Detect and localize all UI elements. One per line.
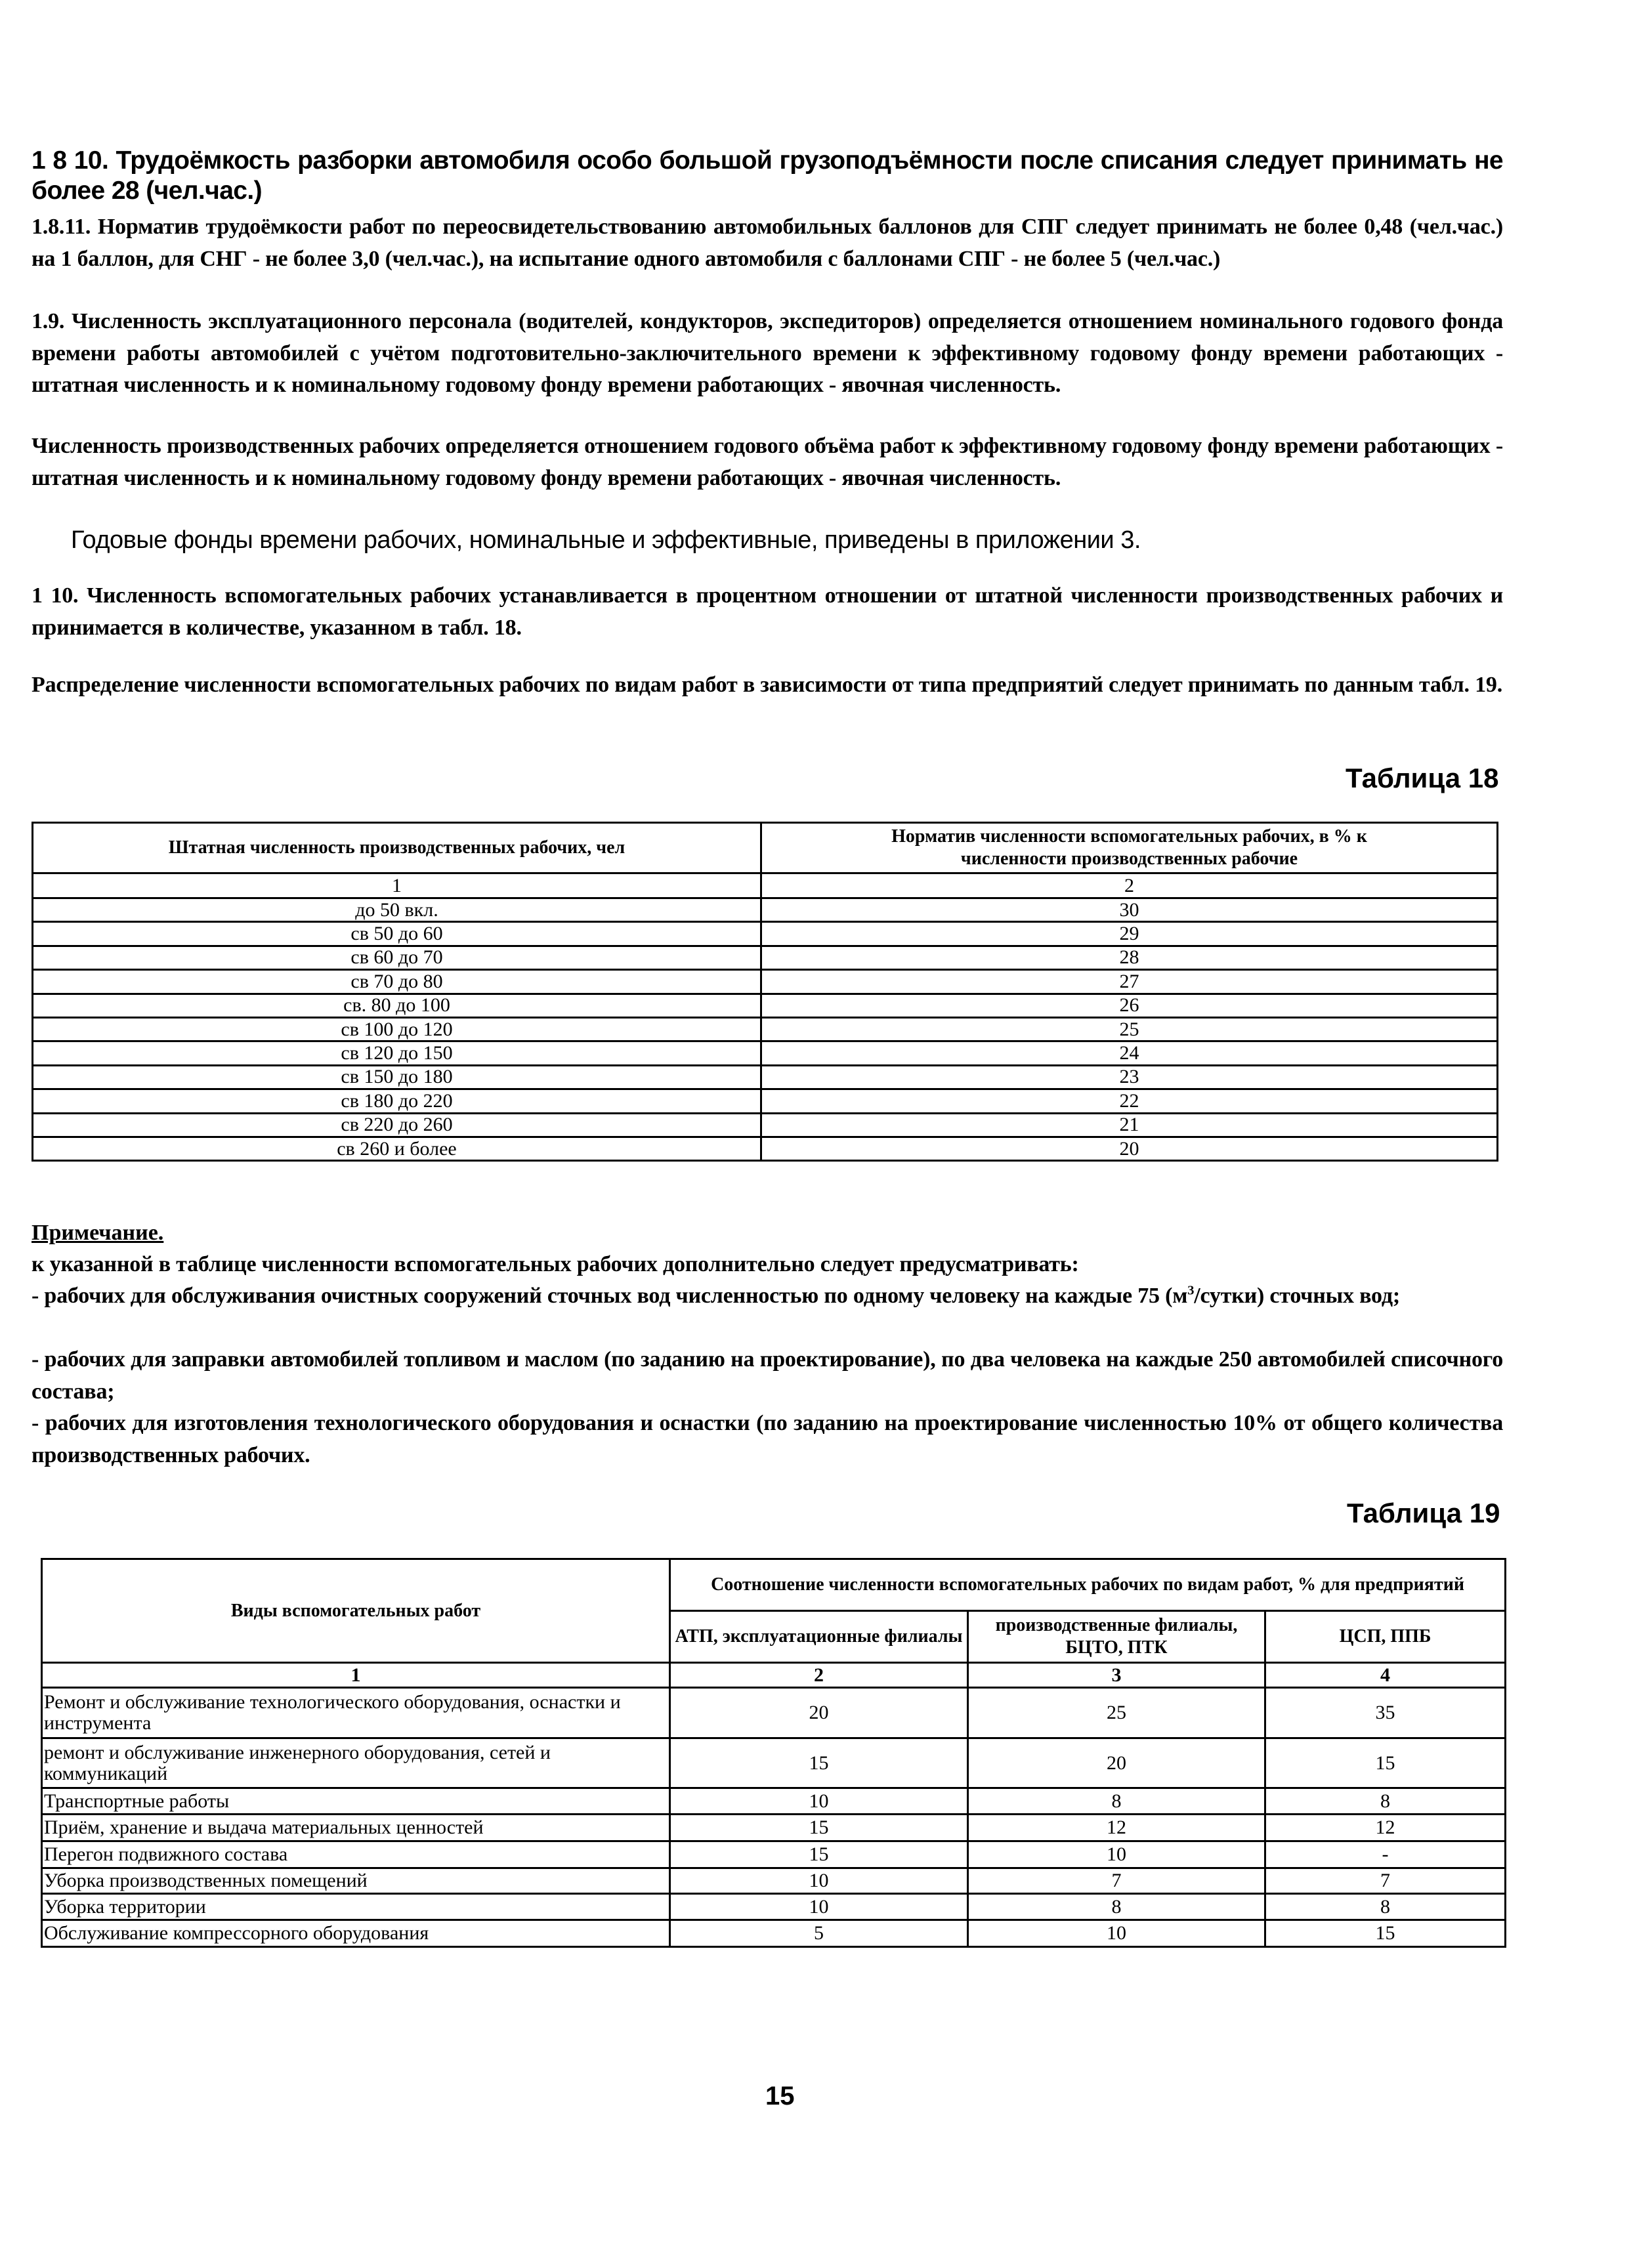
table-18-cell-staff-range: св 120 до 150 — [33, 1041, 761, 1065]
table-19-row — [42, 1738, 1506, 1788]
table-18-row — [33, 1065, 1498, 1089]
table-19-colnum: 1 — [42, 1663, 670, 1688]
table-18-cell-staff-range: св 180 до 220 — [33, 1089, 761, 1113]
table-19-header-group: Соотношение численности вспомогательных рабочих по видам работ, % для предприятий — [670, 1559, 1506, 1611]
table-18-row — [33, 922, 1498, 946]
table-19-cell-tssp: 15 — [1265, 1738, 1506, 1788]
table-19-caption: Таблица 19 — [1347, 1498, 1500, 1528]
table-18-cell-norm-percent: 20 — [761, 1137, 1498, 1160]
table-19-cell-tssp: 8 — [1265, 1788, 1506, 1815]
note-item-1-after: /сутки) сточных вод; — [1194, 1284, 1400, 1308]
table-19-colnum: 4 — [1265, 1663, 1506, 1688]
table-18-cell-staff-range: св 150 до 180 — [33, 1065, 761, 1089]
table-19-cell-work-type: Уборка территории — [42, 1894, 670, 1920]
table-18-cell-staff-range: св 50 до 60 — [33, 922, 761, 946]
table-19-header-work-types: Виды вспомогательных работ — [42, 1559, 670, 1663]
table-19-cell-work-type: ремонт и обслуживание инженерного оборудования, сетей и коммуникаций — [42, 1738, 670, 1788]
table-19-cell-tssp: 35 — [1265, 1688, 1506, 1738]
table-19-row — [42, 1688, 1506, 1738]
note-item-3: - рабочих для изготовления технологического оборудования и оснастки (по заданию на проектирование численностью 10% от общего количества производственных рабочих. — [32, 1411, 1503, 1467]
table-19-header-atp: АТП, эксплуатационные филиалы — [670, 1611, 968, 1663]
table-18-row — [33, 898, 1498, 922]
table-19-cell-tssp: 15 — [1265, 1920, 1506, 1947]
table-18-row — [33, 1041, 1498, 1065]
table-18-cell-norm-percent: 29 — [761, 922, 1498, 946]
table-18-row — [33, 970, 1498, 994]
paragraph-distribution: Распределение численности вспомогательных рабочих по видам работ в зависимости от типа предприятий следует принимать по данным табл. 19. — [32, 673, 1502, 697]
table-18-row — [33, 1017, 1498, 1041]
note-intro: к указанной в таблице численности вспомогательных рабочих дополнительно следует предусматривать: — [32, 1252, 1079, 1276]
table-19-header-production-branches: производственные филиалы, БЦТО, ПТК — [968, 1611, 1265, 1663]
note-item-1-sup: 3 — [1187, 1283, 1195, 1298]
table-18-row — [33, 946, 1498, 969]
table-19-cell-production-branches: 8 — [968, 1788, 1265, 1815]
table-19-cell-tssp: 12 — [1265, 1815, 1506, 1841]
note-label — [32, 1217, 163, 1249]
table-19-cell-production-branches: 20 — [968, 1738, 1265, 1788]
table-18-row — [33, 1089, 1498, 1113]
table-18-cell-norm-percent: 27 — [761, 970, 1498, 994]
page-number: 15 — [765, 2082, 795, 2110]
table-18-cell-norm-percent: 26 — [761, 994, 1498, 1017]
table-19-row — [42, 1841, 1506, 1868]
table-19-row — [42, 1868, 1506, 1894]
table-19-cell-work-type: Уборка производственных помещений — [42, 1868, 670, 1894]
table-18 — [32, 822, 1498, 1162]
table-19-cell-atp: 10 — [670, 1788, 968, 1815]
table-18-row — [33, 1113, 1498, 1137]
table-19-colnum: 3 — [968, 1663, 1265, 1688]
table-19-cell-production-branches: 25 — [968, 1688, 1265, 1738]
table-18-cell-norm-percent: 23 — [761, 1065, 1498, 1089]
note-item-2: - рабочих для заправки автомобилей топливом и маслом (по заданию на проектирование), по два человека на каждые 250 автомобилей списочного состава; — [32, 1347, 1503, 1404]
paragraph-1-10: 1 10. Численность вспомогательных рабочих устанавливается в процентном отношении от штатной численности производственных рабочих и принимается в количестве, указанном в табл. 18. — [32, 583, 1503, 640]
table-19-cell-production-branches: 7 — [968, 1868, 1265, 1894]
table-18-cell-staff-range: до 50 вкл. — [33, 898, 761, 922]
table-19-header-row-1 — [42, 1559, 1506, 1611]
table-18-cell-norm-percent: 21 — [761, 1113, 1498, 1137]
table-19-cell-atp: 15 — [670, 1841, 968, 1868]
table-18-cell-norm-percent: 28 — [761, 946, 1498, 969]
table-19-cell-atp: 10 — [670, 1894, 968, 1920]
table-18-header-norm: Норматив численности вспомогательных рабочих, в % к численности производственных рабочие — [761, 823, 1498, 873]
table-18-cell-staff-range: св 260 и более — [33, 1137, 761, 1160]
table-19-cell-atp: 10 — [670, 1868, 968, 1894]
table-18-cell-norm-percent: 24 — [761, 1041, 1498, 1065]
table-18-column-numbers — [33, 873, 1498, 898]
table-19-cell-atp: 15 — [670, 1815, 968, 1841]
table-19-cell-atp: 15 — [670, 1738, 968, 1788]
table-19-cell-production-branches: 10 — [968, 1920, 1265, 1947]
table-19-cell-atp: 5 — [670, 1920, 968, 1947]
table-18-cell-staff-range: св 100 до 120 — [33, 1017, 761, 1041]
table-19-cell-production-branches: 12 — [968, 1815, 1265, 1841]
table-19-row — [42, 1894, 1506, 1920]
paragraph-1-8-10: 1 8 10. Трудоёмкость разборки автомобиля особо большой грузоподъёмности после списания следует принимать не более 28 (чел.час.) — [32, 146, 1503, 205]
table-18-row — [33, 994, 1498, 1017]
table-19-cell-work-type: Перегон подвижного состава — [42, 1841, 670, 1868]
table-18-cell-norm-percent: 30 — [761, 898, 1498, 922]
table-19-cell-work-type: Транспортные работы — [42, 1788, 670, 1815]
table-19-cell-production-branches: 8 — [968, 1894, 1265, 1920]
table-18-cell-staff-range: св 70 до 80 — [33, 970, 761, 994]
table-19-cell-production-branches: 10 — [968, 1841, 1265, 1868]
table-19-cell-tssp: - — [1265, 1841, 1506, 1868]
paragraph-annual-funds: Годовые фонды времени рабочих, номинальные и эффективные, приведены в приложении 3. — [71, 526, 1141, 554]
table-19 — [41, 1558, 1506, 1948]
table-18-cell-norm-percent: 25 — [761, 1017, 1498, 1041]
note-item-1 — [32, 1280, 1503, 1312]
table-19-column-numbers — [42, 1663, 1506, 1688]
table-19-cell-work-type: Ремонт и обслуживание технологического оборудования, оснастки и инструмента — [42, 1688, 670, 1738]
table-18-cell-norm-percent: 22 — [761, 1089, 1498, 1113]
table-18-colnum: 1 — [33, 873, 761, 898]
table-19-colnum: 2 — [670, 1663, 968, 1688]
table-19-row — [42, 1815, 1506, 1841]
note-label-text: Примечание. — [32, 1221, 164, 1245]
note-item-1-before: - рабочих для обслуживания очистных сооружений сточных вод численностью по одному человеку на каждые 75 (м — [32, 1284, 1188, 1308]
table-18-cell-staff-range: св 60 до 70 — [33, 946, 761, 969]
table-18-header-row — [33, 823, 1498, 873]
table-19-header-tssp: ЦСП, ППБ — [1265, 1611, 1506, 1663]
paragraph-1-9: 1.9. Численность эксплуатационного персонала (водителей, кондукторов, экспедиторов) определяется отношением номинального годового фонда времени работы автомобилей с учётом подготовительно-заключительного времени к эффективному годовому фонду времени работающих - штатная численность и к номинальному годовому фонду времени работающих - явочная численность. — [32, 309, 1503, 397]
table-18-caption: Таблица 18 — [1346, 763, 1499, 793]
table-19-cell-tssp: 8 — [1265, 1894, 1506, 1920]
table-19-row — [42, 1920, 1506, 1947]
table-18-cell-staff-range: св. 80 до 100 — [33, 994, 761, 1017]
paragraph-production-workers: Численность производственных рабочих определяется отношением годового объёма работ к эффективному годовому фонду времени работающих - штатная численность и к номинальному годовому фонду времени работающих - явочная численность. — [32, 434, 1503, 490]
table-19-cell-work-type: Приём, хранение и выдача материальных ценностей — [42, 1815, 670, 1841]
table-18-colnum: 2 — [761, 873, 1498, 898]
table-19-cell-work-type: Обслуживание компрессорного оборудования — [42, 1920, 670, 1947]
table-19-cell-atp: 20 — [670, 1688, 968, 1738]
table-19-cell-tssp: 7 — [1265, 1868, 1506, 1894]
table-18-header-staff: Штатная численность производственных рабочих, чел — [33, 823, 761, 873]
table-19-row — [42, 1788, 1506, 1815]
table-18-row — [33, 1137, 1498, 1160]
table-18-cell-staff-range: св 220 до 260 — [33, 1113, 761, 1137]
paragraph-1-8-11: 1.8.11. Норматив трудоёмкости работ по переосвидетельствованию автомобильных баллонов для СПГ следует принимать не более 0,48 (чел.час.) на 1 баллон, для СНГ - не более 3,0 (чел.час.), на испытание одного автомобиля с баллонами СПГ - не более 5 (чел.час.) — [32, 215, 1503, 271]
